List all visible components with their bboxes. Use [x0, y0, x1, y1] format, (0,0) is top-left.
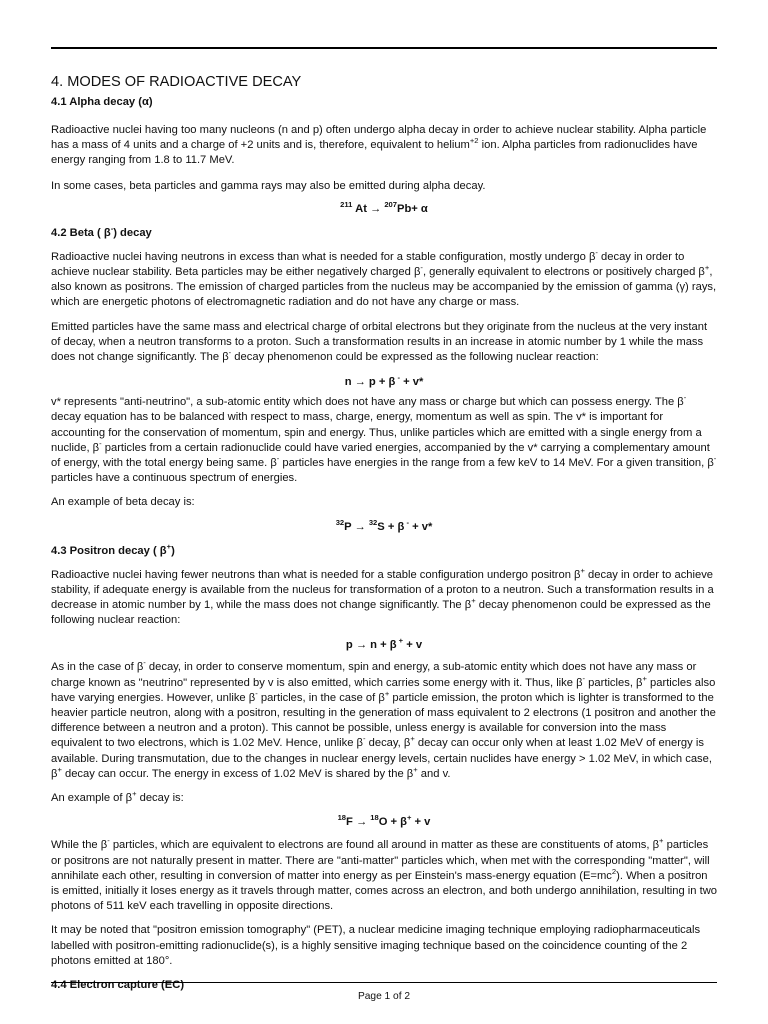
- page-title: 4. MODES OF RADIOACTIVE DECAY: [51, 74, 302, 90]
- paragraph-positron-1: Radioactive nuclei having fewer neutrons than what is needed for a stable configuration undergo positron β+ decay in order to achieve stability, if adequate energy is available from the nucleus for transformation of a proton to a neutron. Such a transformation results in a decrease in atomic number by 1, while the mass does not change significantly. The β+ decay phenomenon could be expressed as the following nuclear reaction:: [51, 565, 714, 627]
- section-heading-alpha: 4.1 Alpha decay (α): [51, 96, 153, 108]
- equation-beta-example: $^{32}$P → $^{32}$S + β - + v*: [335, 517, 433, 533]
- section-heading-beta: 4.2 Beta ( β-) decay: [51, 223, 152, 239]
- paragraph-beta-4: An example of beta decay is:: [51, 496, 195, 509]
- document-body: [51, 74, 717, 992]
- equation-alpha: $^{211}$ At → $^{207}$Pb+ α: [340, 199, 428, 215]
- paragraph-alpha-1: Radioactive nuclei having too many nucleons (n and p) often undergo alpha decay in order to achieve nuclear stability. Alpha particle has a mass of 4 units and a charge of +2 units and is, therefore, equivalent to helium$^{+2}$ ion. Alpha particles from radionuclides have energy ranging from 1.8 to 11.7 MeV.: [51, 124, 707, 167]
- equation-beta-general: n → p + β - + v*: [344, 373, 424, 389]
- header-rule: [51, 47, 717, 49]
- footer-rule: [51, 982, 717, 983]
- equation-positron-example: $^{18}$F → $^{18}$O + β+ + v: [337, 813, 431, 829]
- section-heading-electron-capture: 4.4 Electron capture (EC): [51, 978, 185, 991]
- paragraph-beta-1: Radioactive nuclei having neutrons in excess than what is needed for a stable configuration, mostly undergo β- decay in order to achieve nuclear stability. Beta particles may be either negatively charged β-, generally equivalent to electrons or positively charged β+, also known as positrons. The emission of charged particles from the nucleus may be accompanied by the emission of gamma (γ) rays, which are energetic photons of electromagnetic radiation and do not have any charge or mass.: [51, 247, 717, 309]
- paragraph-positron-4: While the β- particles, which are equivalent to electrons are found all around in matter as these are constituents of atoms, β+ particles or positrons are not naturally present in matter. There are "anti-matter" particles which, when met with the corresponding "matter", will annihilate each other, resulting in conversion of matter into energy as per Einstein's mass-energy equation $(E=mc^2)$. When a positron is emitted, initially it loses energy as it travels through matter, comes across an electron, and both undergo annihilation, resulting in two photons of 511 keV each travelling in opposite directions.: [51, 836, 718, 913]
- paragraph-beta-2: Emitted particles have the same mass and electrical charge of orbital electrons but they originate from the nucleus at the very instant of decay, when a neutron transforms to a proton. Such a transformation results in an increase in atomic number by 1 while the mass does not change significantly. The β- decay phenomenon could be expressed as the following nuclear reaction:: [51, 320, 708, 364]
- paragraph-positron-5: It may be noted that "positron emission tomography" (PET), a nuclear medicine imaging technique employing radiopharmaceuticals labelled with positron-emitting radionuclide(s), is a highly sensitive imaging technique based on the coincidence counting of the 2 photons emitted at 180°.: [51, 924, 701, 967]
- paragraph-positron-3: An example of β+ decay is:: [51, 789, 184, 805]
- page-number: Page 1 of 2: [357, 991, 411, 1002]
- paragraph-positron-2: As in the case of β- decay, in order to conserve momentum, spin and energy, a sub-atomic entity which does not have any mass or charge known as "neutrino" represented by v is also emitted, which carries some energy with it. Thus, like β- particles, β+ particles also have varying energies. However, unlike β- particles, in the case of β+ particle emission, the proton which is lighter is transformed to the heavier particle neutron, along with a positron, resulting in the generation of mass equivalent to 2 electrons (1 positron and another the difference between a neutron and a proton). This cannot be possible, unless energy is available for conversion into the mass equivalent to two electrons, which is 1.02 MeV. Hence, unlike β- decay, β+ decay can occur only when at least 1.02 MeV of energy is available. During transmutation, due to the changes in nuclear energy levels, certain nuclides have energy > 1.02 MeV, in which case, β+ decay can occur. The energy in excess of 1.02 MeV is shared by the β+ and v.: [51, 658, 716, 780]
- section-heading-positron: 4.3 Positron decay ( β+): [51, 541, 175, 557]
- paragraph-beta-3: v* represents "anti-neutrino", a sub-atomic entity which does not have any mass or charge but which can possess energy. The β- decay equation has to be balanced with respect to mass, charge, energy, momentum as well as spin. The v* is important for accounting for the conservation of momentum, spin and energy. Thus, unlike particles which are emitted with a single energy from a nuclide, β- particles from a certain radionuclide could have varied energies, accompanied by the v* carrying a complementary amount of energy, with the total energy being same. β- particles have energies in the range from a few keV to 14 MeV. For a given transition, β- particles have a continuous spectrum of energies.: [51, 393, 717, 485]
- equation-positron-general: p → n + β + + v: [345, 636, 423, 652]
- paragraph-alpha-2: In some cases, beta particles and gamma rays may also be emitted during alpha decay.: [51, 179, 486, 192]
